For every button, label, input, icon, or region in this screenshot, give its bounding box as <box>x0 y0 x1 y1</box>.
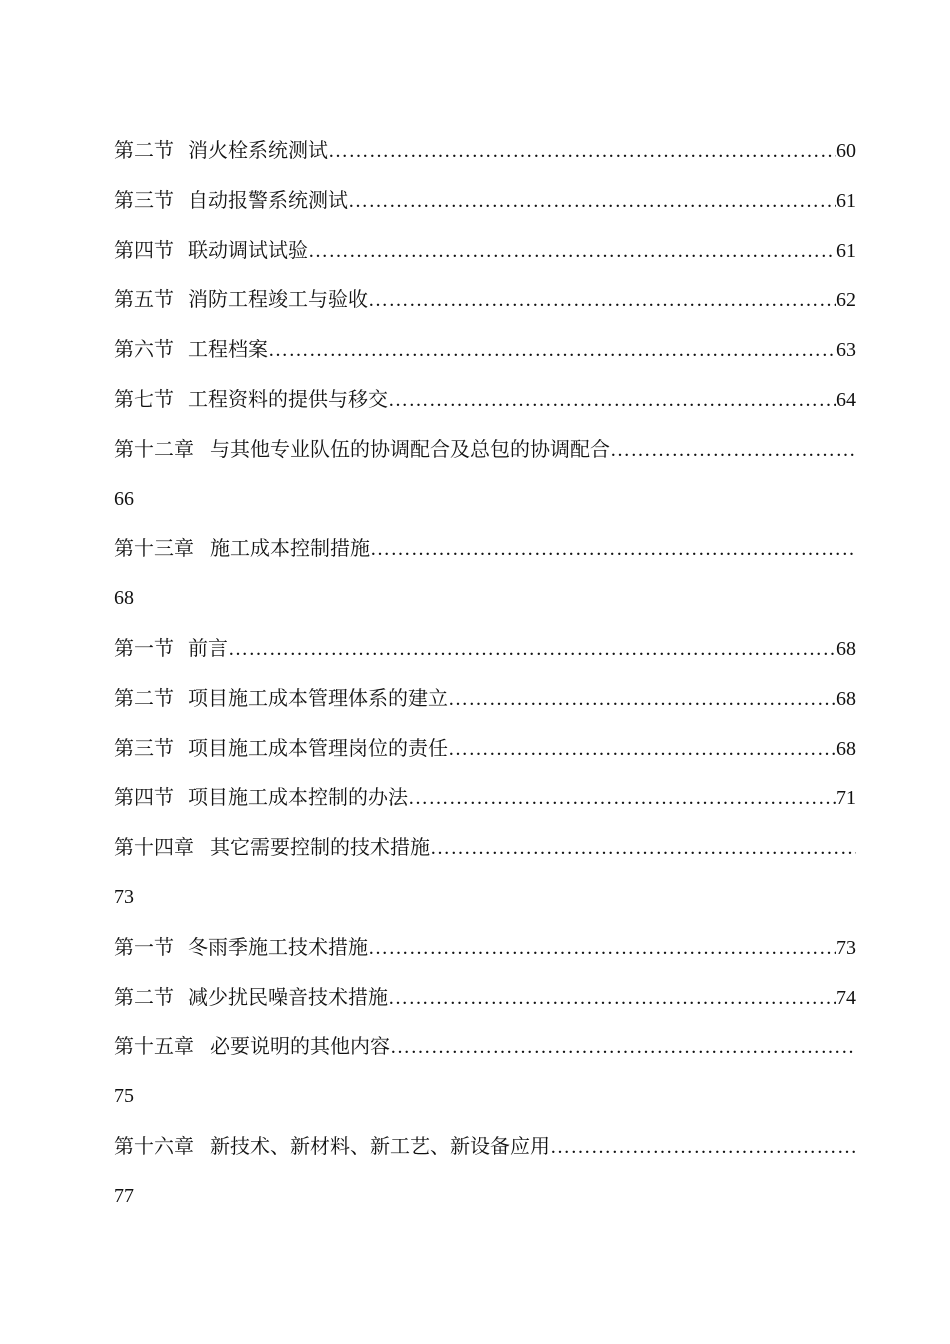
toc-entry-label: 第十三章 <box>114 536 194 561</box>
toc-entry[interactable] <box>114 275 856 325</box>
toc-entry[interactable] <box>114 126 856 176</box>
toc-entry-title: 消防工程竣工与验收 <box>188 287 368 312</box>
toc-entry-label: 第五节 <box>114 287 174 312</box>
toc-entry-page: 77 <box>114 1184 134 1207</box>
toc-entry[interactable] <box>114 226 856 276</box>
toc-entry-title: 工程档案 <box>188 337 268 362</box>
dot-leader <box>328 127 836 176</box>
toc-entry-label: 第十六章 <box>114 1133 194 1158</box>
toc-entry[interactable] <box>114 923 856 973</box>
dot-leader <box>368 924 836 973</box>
toc-chapter-entry[interactable] <box>114 1122 856 1172</box>
toc-entry-title: 新技术、新材料、新工艺、新设备应用 <box>210 1133 550 1158</box>
dot-leader <box>368 276 836 325</box>
toc-entry-page: 62 <box>836 289 856 312</box>
toc-entry-page: 75 <box>114 1085 134 1108</box>
toc-entry-label: 第十五章 <box>114 1034 194 1059</box>
toc-chapter-entry[interactable] <box>114 823 856 873</box>
toc-entry[interactable] <box>114 973 856 1023</box>
toc-entry-page: 61 <box>836 189 856 212</box>
toc-entry-label: 第四节 <box>114 237 174 262</box>
toc-entry-label: 第十四章 <box>114 835 194 860</box>
toc-entry-title: 消火栓系统测试 <box>188 138 328 162</box>
toc-entry-title: 项目施工成本管理岗位的责任 <box>188 735 448 760</box>
toc-entry-label: 第三节 <box>114 187 174 212</box>
toc-entry-page: 68 <box>836 637 856 660</box>
toc-entry[interactable] <box>114 375 856 425</box>
toc-entry-page: 71 <box>836 787 856 810</box>
toc-entry-label: 第十二章 <box>114 436 194 461</box>
toc-chapter-entry[interactable] <box>114 524 856 574</box>
toc-entry-title: 联动调试试验 <box>188 237 308 262</box>
toc-entry-page: 68 <box>836 737 856 760</box>
toc-entry-label: 第一节 <box>114 934 174 959</box>
toc-entry[interactable] <box>114 724 856 774</box>
toc-entry-title: 冬雨季施工技术措施 <box>188 934 368 959</box>
toc-entry[interactable] <box>114 624 856 674</box>
toc-entry[interactable] <box>114 325 856 375</box>
toc-entry[interactable] <box>114 773 856 823</box>
toc-entry-page: 60 <box>836 140 856 162</box>
toc-entry-label: 第四节 <box>114 785 174 810</box>
toc-entry-page: 61 <box>836 239 856 262</box>
toc-entry-title: 减少扰民噪音技术措施 <box>188 984 388 1009</box>
toc-entry-title: 项目施工成本管理体系的建立 <box>188 685 448 710</box>
toc-entry-label: 第三节 <box>114 735 174 760</box>
table-of-contents <box>114 126 856 1222</box>
toc-entry[interactable] <box>114 176 856 226</box>
dot-leader <box>370 525 856 574</box>
toc-entry-title: 必要说明的其他内容 <box>210 1034 390 1059</box>
dot-leader <box>308 227 836 276</box>
dot-leader <box>408 774 836 823</box>
toc-entry-label: 第一节 <box>114 635 174 660</box>
dot-leader <box>348 177 836 226</box>
dot-leader <box>550 1123 856 1172</box>
toc-entry-label: 第六节 <box>114 337 174 362</box>
toc-chapter-entry[interactable] <box>114 1022 856 1072</box>
dot-leader <box>430 824 856 873</box>
toc-entry-page: 74 <box>836 986 856 1009</box>
toc-entry-title: 工程资料的提供与移交 <box>188 386 388 411</box>
toc-entry-title: 施工成本控制措施 <box>210 536 370 561</box>
toc-entry-title: 自动报警系统测试 <box>188 187 348 212</box>
toc-entry-label: 第七节 <box>114 386 174 411</box>
toc-entry-label: 第二节 <box>114 984 174 1009</box>
dot-leader <box>610 426 856 475</box>
dot-leader <box>268 326 836 375</box>
toc-entry-label: 第二节 <box>114 685 174 710</box>
toc-entry-page: 68 <box>836 687 856 710</box>
toc-entry[interactable] <box>114 674 856 724</box>
toc-entry-page: 66 <box>114 487 134 510</box>
dot-leader <box>390 1023 856 1072</box>
dot-leader <box>388 376 836 425</box>
dot-leader <box>448 675 836 724</box>
toc-entry-page: 68 <box>114 587 134 610</box>
dot-leader <box>448 725 836 774</box>
toc-entry-page: 64 <box>836 388 856 411</box>
toc-chapter-entry[interactable] <box>114 425 856 475</box>
dot-leader <box>388 974 836 1023</box>
toc-entry-title: 其它需要控制的技术措施 <box>210 835 430 860</box>
toc-entry-page: 73 <box>836 936 856 959</box>
toc-entry-title: 前言 <box>188 635 228 660</box>
toc-entry-page: 63 <box>836 339 856 362</box>
toc-entry-page: 73 <box>114 885 134 908</box>
toc-entry-label: 第二节 <box>114 138 174 162</box>
toc-entry-title: 与其他专业队伍的协调配合及总包的协调配合 <box>210 436 610 461</box>
dot-leader <box>228 625 836 674</box>
toc-entry-title: 项目施工成本控制的办法 <box>188 785 408 810</box>
